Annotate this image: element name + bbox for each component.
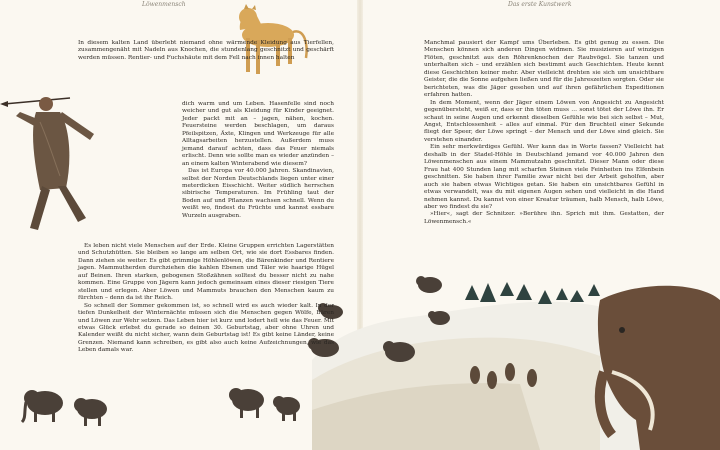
lioness-illustration <box>239 4 307 74</box>
forest <box>465 282 600 304</box>
hunter-illustration <box>0 97 94 230</box>
mammoth <box>229 388 264 418</box>
mammoth <box>273 396 300 421</box>
paragraph: So schnell der Sommer gekommen ist, so schnell wird es auch wieder kalt. In der tiefen Dunkelheit der Winternächte müssen sich die Menschen gegen Wölfe, Bären und Löwen zur Wehr setzen. Das Leben hier ist kurz und lodert hell wie das Feuer. Mit etwas Glück erlebst du gerade so deinen 30. Geburtstag, aber ohne Uhren und Kalender weißt du nicht sicher, wann dein Geburtstag ist! Es gibt keine Länder, keine Grenzen. Niemand kann schreiben, es gibt also auch keine Aufzeichnungen, wie das Leben damals war. <box>78 302 334 354</box>
right-page-text <box>424 40 664 226</box>
left-page-text-top <box>78 40 334 62</box>
mammoth-herd-left <box>22 388 300 426</box>
paragraph: In dem Moment, wenn der Jäger einem Löwen von Angesicht zu Angesicht gegenübersteht, weiß er, dass er ihn töten muss … sonst tötet der Löwe ihn. Er schaut in seine Augen und erkennt dieselben Gefühle wie bei sich selbst – Mut, Angst, Entschlossenheit – alles auf einmal. Für den Bruchteil einer Sekunde fliegt der Speer, der Löwe springt – der Mensch und der Löwe sind gleich. Sie verstehen einander. <box>424 99 664 143</box>
left-page-text-middle <box>182 101 334 220</box>
paragraph: Manchmal pausiert der Kampf ums Überleben. Es gibt genug zu essen. Die Menschen können sich anderen Dingen widmen. Sie musizieren auf winzigen Flöten, geschnitzt aus den Röhrenknochen der Raubvögel. Sie tanzen und unterhalten sich – und erzählen sich bestimmt auch Geschichten. Heute kennt diese Geschichten keiner mehr. Aber vielleicht drehten sie sich um unsichtbare Geister, die die Sonne aufgehen ließen und für die Jahreszeiten sorgten. Oder sie berichteten, was die Jäger gesehen und auf ihren gefährlichen Expeditionen erfahren hatten. <box>424 40 664 99</box>
paragraph: Das ist Europa vor 40.000 Jahren. Skandinavien, selbst der Norden Deutschlands liegen unter einer meterdicken Eisschicht. Weiter südlich herrschen sibirische Temperaturen. Im Frühling taut der Boden auf und Pflanzen wachsen schnell. Wenn du weißt wo, findest du Früchte und kannst essbare Wurzeln ausgraben. <box>182 168 334 219</box>
mammoth <box>22 390 63 422</box>
mammoth <box>74 398 107 426</box>
running-head-right: Das erste Kunstwerk <box>508 1 572 8</box>
paragraph: Es leben nicht viele Menschen auf der Erde. Kleine Gruppen errichten Lagerstätten und Schutzhütten. Sie bleiben so lange am selben Ort, wie sie dort Essbares finden. Dann ziehen sie weiter. Es gibt grimmige Höhlenlöwen, die Bärenkinder und Rentiere jagen. Mammutherden durchziehen die kahlen Ebenen und Täler wie haarige Hügel auf Beinen. Ihren starken, gebogenen Stoßzähnen solltest du besser nicht zu nahe kommen. Eine Gruppe von Jägern kann jedoch gemeinsam eines dieser riesigen Tiere stellen und erlegen. Aber Löwen und Mammuts brauchen den Menschen kaum zu fürchten – denn da ist ihr Reich. <box>78 243 334 302</box>
paragraph: dich warm und um Leben. Hasenfelle sind noch weicher und gut als Kleidung für Kinder geeignet. Jeder packt mit an – jagen, nähen, kochen. Feuersteine werden beschlagen, um daraus Pfeilspitzen, Äxte, Klingen und Werkzeuge für alle Alltagsarbeiten herzustellen. Außerdem muss jemand darauf achten, dass das Feuer niemals erlischt. Denn wie sollte man es wieder anzünden – an einem kalten Winterabend wie diesem? <box>182 101 334 167</box>
landscape-illustration <box>308 276 720 450</box>
paragraph: In diesem kalten Land überlebt niemand ohne wärmende Kleidung aus Tierfellen, zusammengenäht mit Nadeln aus Knochen, die stundenlang geschnitzt und geschärft werden müssen. Rentier- und Fuchshäute mit dem Fell nach innen halten <box>78 40 334 61</box>
paragraph: »Hier«, sagt der Schnitzer. »Berühre ihn. Sprich mit ihm. Gestatten, der Löwenmensch.« <box>424 211 664 225</box>
left-page-text-bottom <box>78 243 334 355</box>
paragraph: Ein sehr merkwürdiges Gefühl. Wer kann das in Worte fassen? Vielleicht hat deshalb in der Stadel-Höhle in Deutschland jemand vor 40.000 Jahren den Löwenmenschen aus einem Mammutzahn geschnitzt. Dieser Mann oder diese Frau hat 400 Stunden lang mit scharfen Steinen viele Feinheiten ins Elfenbein geschnitten. Sie haben ihrer Familie zwar nicht bei der Arbeit geholfen, aber auch sie haben etwas Wichtiges getan. Sie haben ein unsichtbares Gefühl in etwas verwandelt, was du mit eigenen Augen sehen und vielleicht in die Hand nehmen kannst. Du kannst von einer Kreatur träumen, halb Mensch, halb Löwe, aber wo findest du sie? <box>424 144 664 210</box>
running-head-left: Löwenmensch <box>142 1 186 8</box>
